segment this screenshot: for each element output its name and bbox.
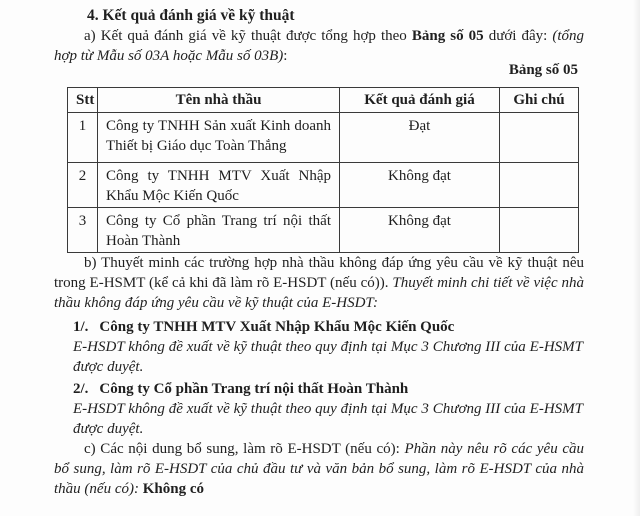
row-3-note bbox=[500, 208, 579, 253]
evaluation-results-table bbox=[67, 87, 579, 253]
row-2-contractor-name: Công ty TNHH MTV Xuất Nhập Khẩu Mộc Kiến Quốc bbox=[98, 163, 340, 208]
table-row bbox=[68, 208, 579, 253]
table-header-row bbox=[68, 88, 579, 113]
row-3-result: Không đạt bbox=[340, 208, 500, 253]
paragraph-a-text: a) Kết quả đánh giá về kỹ thuật được tổng hợp theo bbox=[84, 28, 412, 44]
paragraph-a-suffix: : bbox=[283, 48, 288, 64]
subsection-1 bbox=[73, 317, 583, 377]
column-header-note: Ghi chú bbox=[500, 88, 579, 113]
row-2-note bbox=[500, 163, 579, 208]
subsection-2-company-name: Công ty Cổ phần Trang trí nội thất Hoàn Thành bbox=[99, 381, 409, 397]
subsection-1-title bbox=[73, 317, 583, 337]
subsection-2-explanation: E-HSDT không đề xuất về kỹ thuật theo quy định tại Mục 3 Chương III của E-HSMT được duyệt. bbox=[73, 401, 583, 437]
section-heading: 4. Kết quả đánh giá về kỹ thuật bbox=[87, 7, 295, 24]
table-caption: Bảng số 05 bbox=[508, 62, 578, 78]
paragraph-c-answer: Không có bbox=[142, 481, 204, 497]
row-2-result: Không đạt bbox=[340, 163, 500, 208]
page-edge-shadow bbox=[633, 0, 640, 516]
paragraph-a-italic-note: (tổng hợp từ Mẫu số 03A hoặc Mẫu số 03B) bbox=[54, 28, 585, 64]
column-header-contractor-name: Tên nhà thầu bbox=[98, 88, 340, 113]
row-1-stt: 1 bbox=[68, 113, 98, 163]
row-1-result: Đạt bbox=[340, 113, 500, 163]
table-row bbox=[68, 113, 579, 163]
paragraph-a-bold-ref: Bảng số 05 bbox=[411, 28, 484, 44]
subsection-1-number: 1/. bbox=[73, 319, 89, 335]
paragraph-c-text: c) Các nội dung bổ sung, làm rõ E-HSDT (nếu có): bbox=[84, 441, 405, 457]
paragraph-a-middle: dưới đây: bbox=[483, 28, 553, 44]
row-3-stt: 3 bbox=[68, 208, 98, 253]
subsection-2 bbox=[73, 379, 583, 439]
row-1-note bbox=[500, 113, 579, 163]
table-row bbox=[68, 163, 579, 208]
paragraph-b-text: b) Thuyết minh các trường hợp nhà thầu không đáp ứng yêu cầu về kỹ thuật nêu trong E-HSMT (kể cả khi đã làm rõ E-HSDT (nếu có)). bbox=[54, 255, 584, 291]
row-2-stt: 2 bbox=[68, 163, 98, 208]
paragraph-c-italic-note: Phần này nêu rõ các yêu cầu bổ sung, làm rõ E-HSDT của chủ đầu tư và văn bản bổ sung, làm rõ E-HSDT của nhà thầu (nếu có): bbox=[54, 441, 585, 497]
paragraph-b bbox=[54, 253, 584, 313]
subsection-1-company-name: Công ty TNHH MTV Xuất Nhập Khẩu Mộc Kiến Quốc bbox=[99, 319, 455, 335]
subsection-1-explanation: E-HSDT không đề xuất về kỹ thuật theo quy định tại Mục 3 Chương III của E-HSMT được duyệt. bbox=[73, 339, 583, 375]
subsection-2-number: 2/. bbox=[73, 381, 89, 397]
row-1-contractor-name: Công ty TNHH Sản xuất Kinh doanh Thiết bị Giáo dục Toàn Thắng bbox=[98, 113, 340, 163]
paragraph-c bbox=[54, 439, 584, 499]
paragraph-b-italic-note: Thuyết minh chi tiết về việc nhà thầu không đáp ứng yêu cầu về kỹ thuật của E-HSDT: bbox=[54, 275, 584, 311]
subsection-2-title bbox=[73, 379, 583, 399]
column-header-stt: Stt bbox=[68, 88, 98, 113]
column-header-evaluation-result: Kết quả đánh giá bbox=[340, 88, 500, 113]
row-3-contractor-name: Công ty Cổ phần Trang trí nội thất Hoàn Thành bbox=[98, 208, 340, 253]
